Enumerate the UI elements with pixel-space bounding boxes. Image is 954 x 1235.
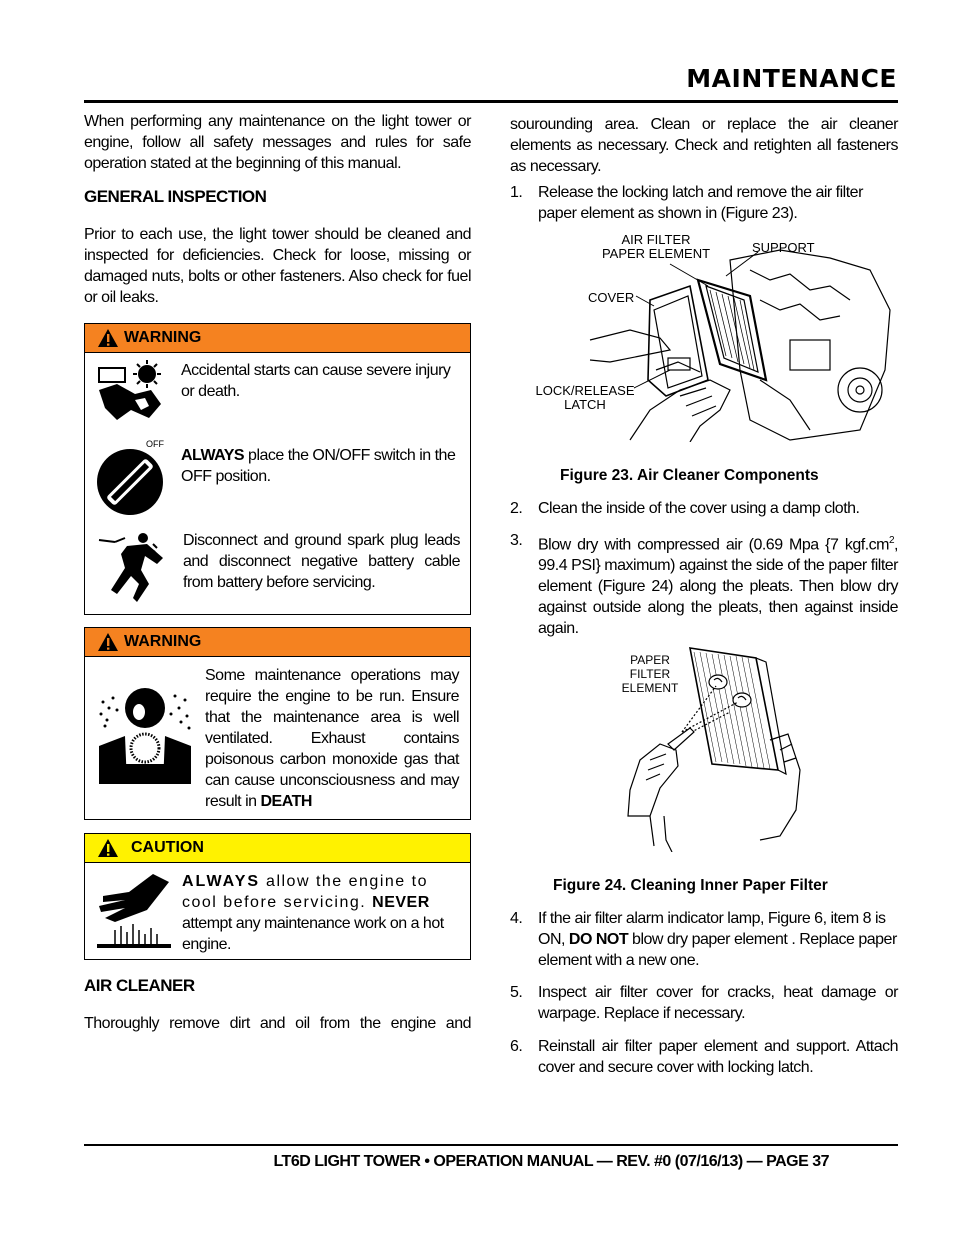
step-3 [510, 530, 898, 638]
label-paper-filter-element: PAPER FILTER ELEMENT [621, 653, 679, 695]
step-text: Clean the inside of the cover using a damp cloth. [538, 500, 860, 517]
death-bold: DEATH [260, 793, 312, 810]
step3-superscript: 2 [888, 535, 895, 546]
label-lock-release-latch: LOCK/RELEASE LATCH [535, 383, 635, 412]
warning-box-exhaust [84, 627, 471, 820]
step-6 [510, 1036, 898, 1080]
step4-text-a: If the air filter alarm indicator lamp, Figure 6, item 8 is ON, [538, 910, 886, 948]
do-not-bold: DO NOT [568, 931, 629, 948]
toxic-fumes-icon [97, 686, 193, 786]
page-footer: LT6D LIGHT TOWER • OPERATION MANUAL — REV. #0 (07/16/13) — PAGE 37 [273, 1153, 829, 1170]
spark-plug-disconnect-icon [97, 532, 169, 604]
step3-text-a: Blow dry with compressed air (0.69 Mpa {7 kgf.cm [538, 536, 889, 554]
footer-rule [84, 1144, 898, 1146]
accidental-start-icon [95, 360, 171, 424]
step-number: 1. [510, 184, 523, 201]
continued-text: sourounding area. Clean or replace the air cleaner elements as necessary. Check and retighten all fasteners as necessary. [510, 116, 898, 175]
step-1 [510, 182, 898, 226]
step-2 [510, 498, 898, 520]
step-text [538, 908, 898, 971]
warning-header [85, 324, 470, 353]
step3-text-b: , 99.4 PSI} maximum) against the side of the paper filter element (Figure 24) along the pleats. Then blow dry against outside along the pleats, then against inside again. [538, 536, 898, 638]
step-number: 4. [510, 910, 523, 927]
label-cover: COVER [588, 290, 635, 305]
step-5 [510, 982, 898, 1026]
caution-triangle-icon [97, 838, 119, 858]
warning1-item2-text [181, 445, 461, 487]
step-text [538, 530, 898, 639]
step4-text-b: blow dry paper element . Replace paper element with a new one. [538, 931, 897, 969]
step-number: 5. [510, 984, 523, 1001]
warning-box-accidental-start [84, 323, 471, 615]
general-inspection-text: Prior to each use, the light tower should be cleaned and inspected for deficiencies. Check for loose, missing or damaged nuts, bolts or other fasteners. Also check for fuel or oil leaks. [84, 226, 471, 306]
figure-23-caption: Figure 23. Air Cleaner Components [560, 467, 819, 484]
warning1-item1-text: Accidental starts can cause severe injury or death. [181, 362, 451, 400]
step-text: Inspect air filter cover for cracks, heat damage or warpage. Replace if necessary. [538, 984, 898, 1022]
hot-surface-icon [95, 872, 175, 950]
warning-label: WARNING [124, 633, 202, 650]
air-cleaner-heading: AIR CLEANER [84, 976, 195, 995]
caution-text-2: attempt any maintenance work on a hot engine. [182, 915, 444, 953]
off-label: OFF [146, 439, 164, 449]
step-number: 2. [510, 500, 523, 517]
caution-text-1: allow the engine to cool before servicing. [182, 873, 428, 911]
step-text: Release the locking latch and remove the air filter paper element as shown in (Figure 23). [538, 184, 863, 222]
always-bold: ALWAYS [182, 873, 261, 890]
warning2-body: Some maintenance operations may require the engine to be run. Ensure that the maintenance area is well ventilated. Exhaust contains poisonous carbon monoxide gas that can cause unconsciousness and may result in [205, 667, 459, 810]
header-rule [84, 100, 898, 103]
warning2-text [205, 665, 459, 812]
warning-triangle-icon [97, 328, 119, 348]
figure-24-caption: Figure 24. Cleaning Inner Paper Filter [553, 877, 828, 894]
step-text: Reinstall air filter paper element and support. Attach cover and secure cover with locking latch. [538, 1038, 898, 1076]
caution-header [85, 834, 470, 863]
off-switch-icon [96, 448, 164, 516]
label-air-filter-paper-element: AIR FILTER PAPER ELEMENT [601, 232, 711, 261]
caution-label: CAUTION [131, 839, 204, 856]
warning1-item2-rest: place the ON/OFF switch in the OFF position. [181, 447, 456, 485]
air-cleaner-text: Thoroughly remove dirt and oil from the engine and [84, 1015, 471, 1032]
warning-label: WARNING [124, 329, 202, 346]
warning1-item3-text: Disconnect and ground spark plug leads and disconnect negative battery cable from battery before servicing. [183, 532, 460, 591]
never-bold: NEVER [372, 894, 430, 911]
label-support: SUPPORT [752, 240, 815, 255]
caution-box-hot-engine [84, 833, 471, 960]
page-title: MAINTENANCE [686, 64, 897, 93]
caution-text [182, 871, 460, 955]
intro-paragraph: When performing any maintenance on the light tower or engine, follow all safety messages and rules for safe operation stated at the beginning of this manual. [84, 113, 471, 172]
step-4 [510, 908, 898, 972]
general-inspection-heading: GENERAL INSPECTION [84, 187, 267, 206]
warning-triangle-icon [97, 632, 119, 652]
step-number: 3. [510, 532, 523, 549]
warning-header [85, 628, 470, 657]
step-number: 6. [510, 1038, 523, 1055]
always-bold: ALWAYS [181, 447, 245, 464]
